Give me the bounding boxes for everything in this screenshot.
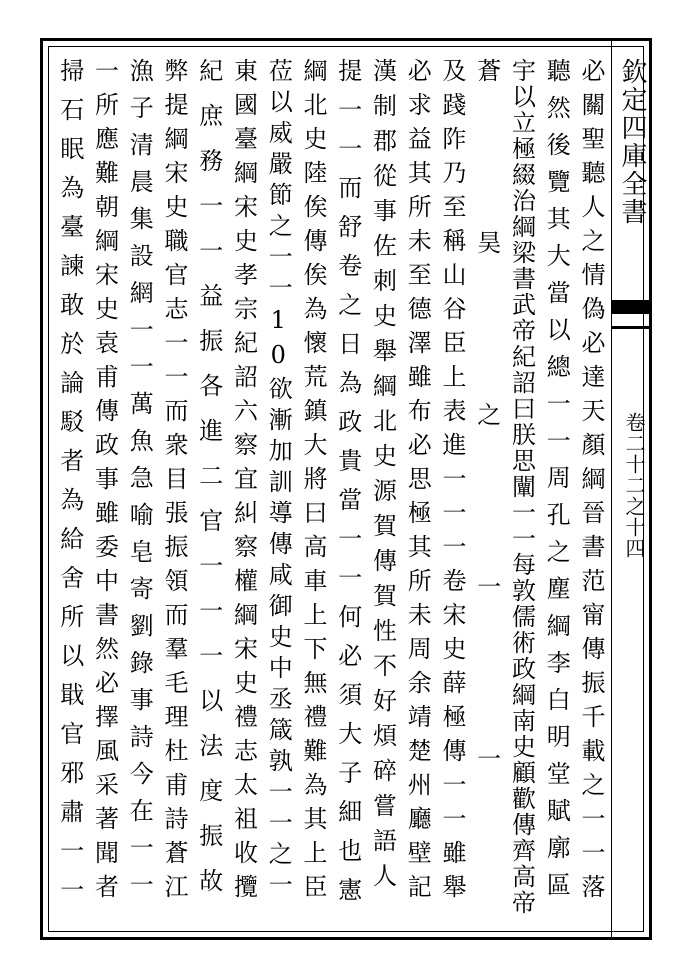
text-column-14: 漁子清晨集設網一一萬魚急喻皂寄劉錄事詩今在一一 xyxy=(125,58,154,909)
text-column-12: 紀庶務一一益振各進二官一一一以法度振故 xyxy=(194,58,223,913)
fishtail-mark xyxy=(611,300,652,314)
text-column-5: 及踐阼乃至稱山谷臣上表進一一一卷宋史薛極傳一一雖舉 xyxy=(438,58,466,908)
text-column-15: 一所應難朝綱宋史袁甫傳政事雖委中書然必擇風采著聞者 xyxy=(90,58,119,908)
text-column-6: 必求益其所未至德澤雖布必思極其所未周余靖楚州廳壁記 xyxy=(403,58,432,908)
text-column-9: 綱北史陸俟傳俟為懷荒鎮大將曰高車上下無禮難為其上臣 xyxy=(299,58,327,908)
text-column-4: 蒼昊之一一 xyxy=(472,58,501,918)
text-column-7: 漢制郡從事佐刺史舉綱北史源賀傳賀性不好煩碎嘗語人 xyxy=(368,58,397,898)
text-column-10: 莅以威嚴節之一一10欲漸加訓導傳咸御史中丞箴孰一一之一 xyxy=(264,58,293,903)
text-column-8: 提一一而舒卷之日為政貴當一一何必須大子細也憲 xyxy=(333,58,362,916)
text-column-2: 聽然後覽其大當以總一一周孔之塵綱李白明堂賦廓區 xyxy=(542,58,571,909)
text-column-1: 必關聖聽人之情偽必達天顏綱晉書范甯傳振千載之一一落 xyxy=(577,58,605,908)
text-column-3: 宇以立極綴治綱梁書武帝紀詔曰朕思闡一一每敦儒術政綱南史顧歡傳齊高帝 xyxy=(507,58,536,916)
text-column-16: 掃石眠為臺諫敢於論駁者為給舍所以戢官邪肅一一 xyxy=(55,58,84,916)
volume-number-margin: 卷二十二之十四 xyxy=(622,412,646,559)
text-column-11: 東國臺綱宋史孝宗紀詔六察宜糾察權綱宋史禮志太祖收攬 xyxy=(229,58,258,908)
book-title-margin: 欽定四庫全書 xyxy=(617,58,647,226)
text-column-13: 弊提綱宋史職官志一一而衆目張振領而羣毛理杜甫詩蒼江 xyxy=(160,58,188,908)
fishtail-line xyxy=(611,326,652,329)
